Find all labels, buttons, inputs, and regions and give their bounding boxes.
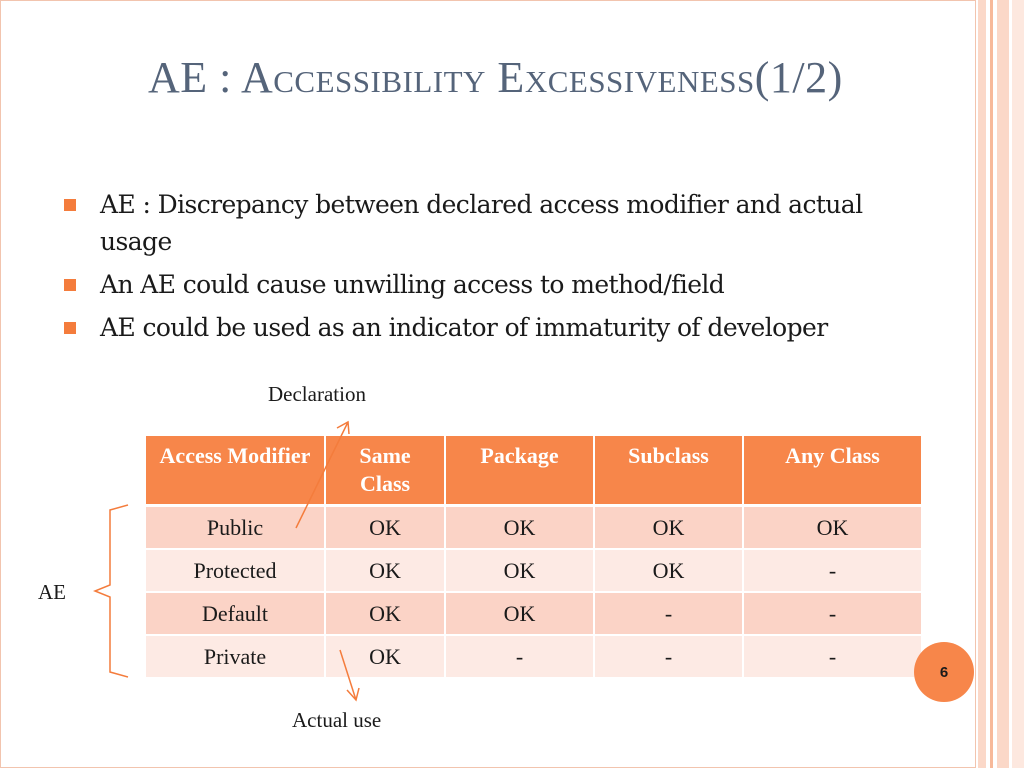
table-cell: - <box>743 635 921 677</box>
table-cell: Private <box>146 635 325 677</box>
bullet-item: AE : Discrepancy between declared access modifier and actual usage <box>62 186 902 260</box>
table-cell: OK <box>743 506 921 550</box>
table-cell: Default <box>146 592 325 635</box>
bullet-item: AE could be used as an indicator of immaturity of developer <box>62 309 902 346</box>
table-cell: OK <box>594 506 743 550</box>
bullet-item: An AE could cause unwilling access to method/field <box>62 266 902 303</box>
table-cell: - <box>445 635 594 677</box>
table-cell: Public <box>146 506 325 550</box>
table-cell: OK <box>325 635 445 677</box>
table-cell: OK <box>594 549 743 592</box>
table-cell: OK <box>445 549 594 592</box>
actual-use-arrow <box>340 650 356 700</box>
table-cell: OK <box>325 549 445 592</box>
table-cell: - <box>743 549 921 592</box>
slide-title: AE : Accessibility Excessiveness(1/2) <box>148 53 843 102</box>
column-header: Package <box>445 436 594 506</box>
table-cell: OK <box>445 506 594 550</box>
column-header: Same Class <box>325 436 445 506</box>
ae-label: AE <box>38 580 66 604</box>
ae-bracket <box>95 505 128 677</box>
table-cell: - <box>594 635 743 677</box>
column-header: Any Class <box>743 436 921 506</box>
column-header: Subclass <box>594 436 743 506</box>
table-cell: - <box>743 592 921 635</box>
table-cell: OK <box>325 506 445 550</box>
table-cell: Protected <box>146 549 325 592</box>
slide-number-badge: 6 <box>914 642 974 702</box>
table-cell: OK <box>325 592 445 635</box>
column-header: Access Modifier <box>146 436 325 506</box>
actual-use-label: Actual use <box>292 708 382 732</box>
table-cell: OK <box>445 592 594 635</box>
declaration-arrow <box>296 422 348 528</box>
declaration-label: Declaration <box>268 382 366 406</box>
table-cell: - <box>594 592 743 635</box>
